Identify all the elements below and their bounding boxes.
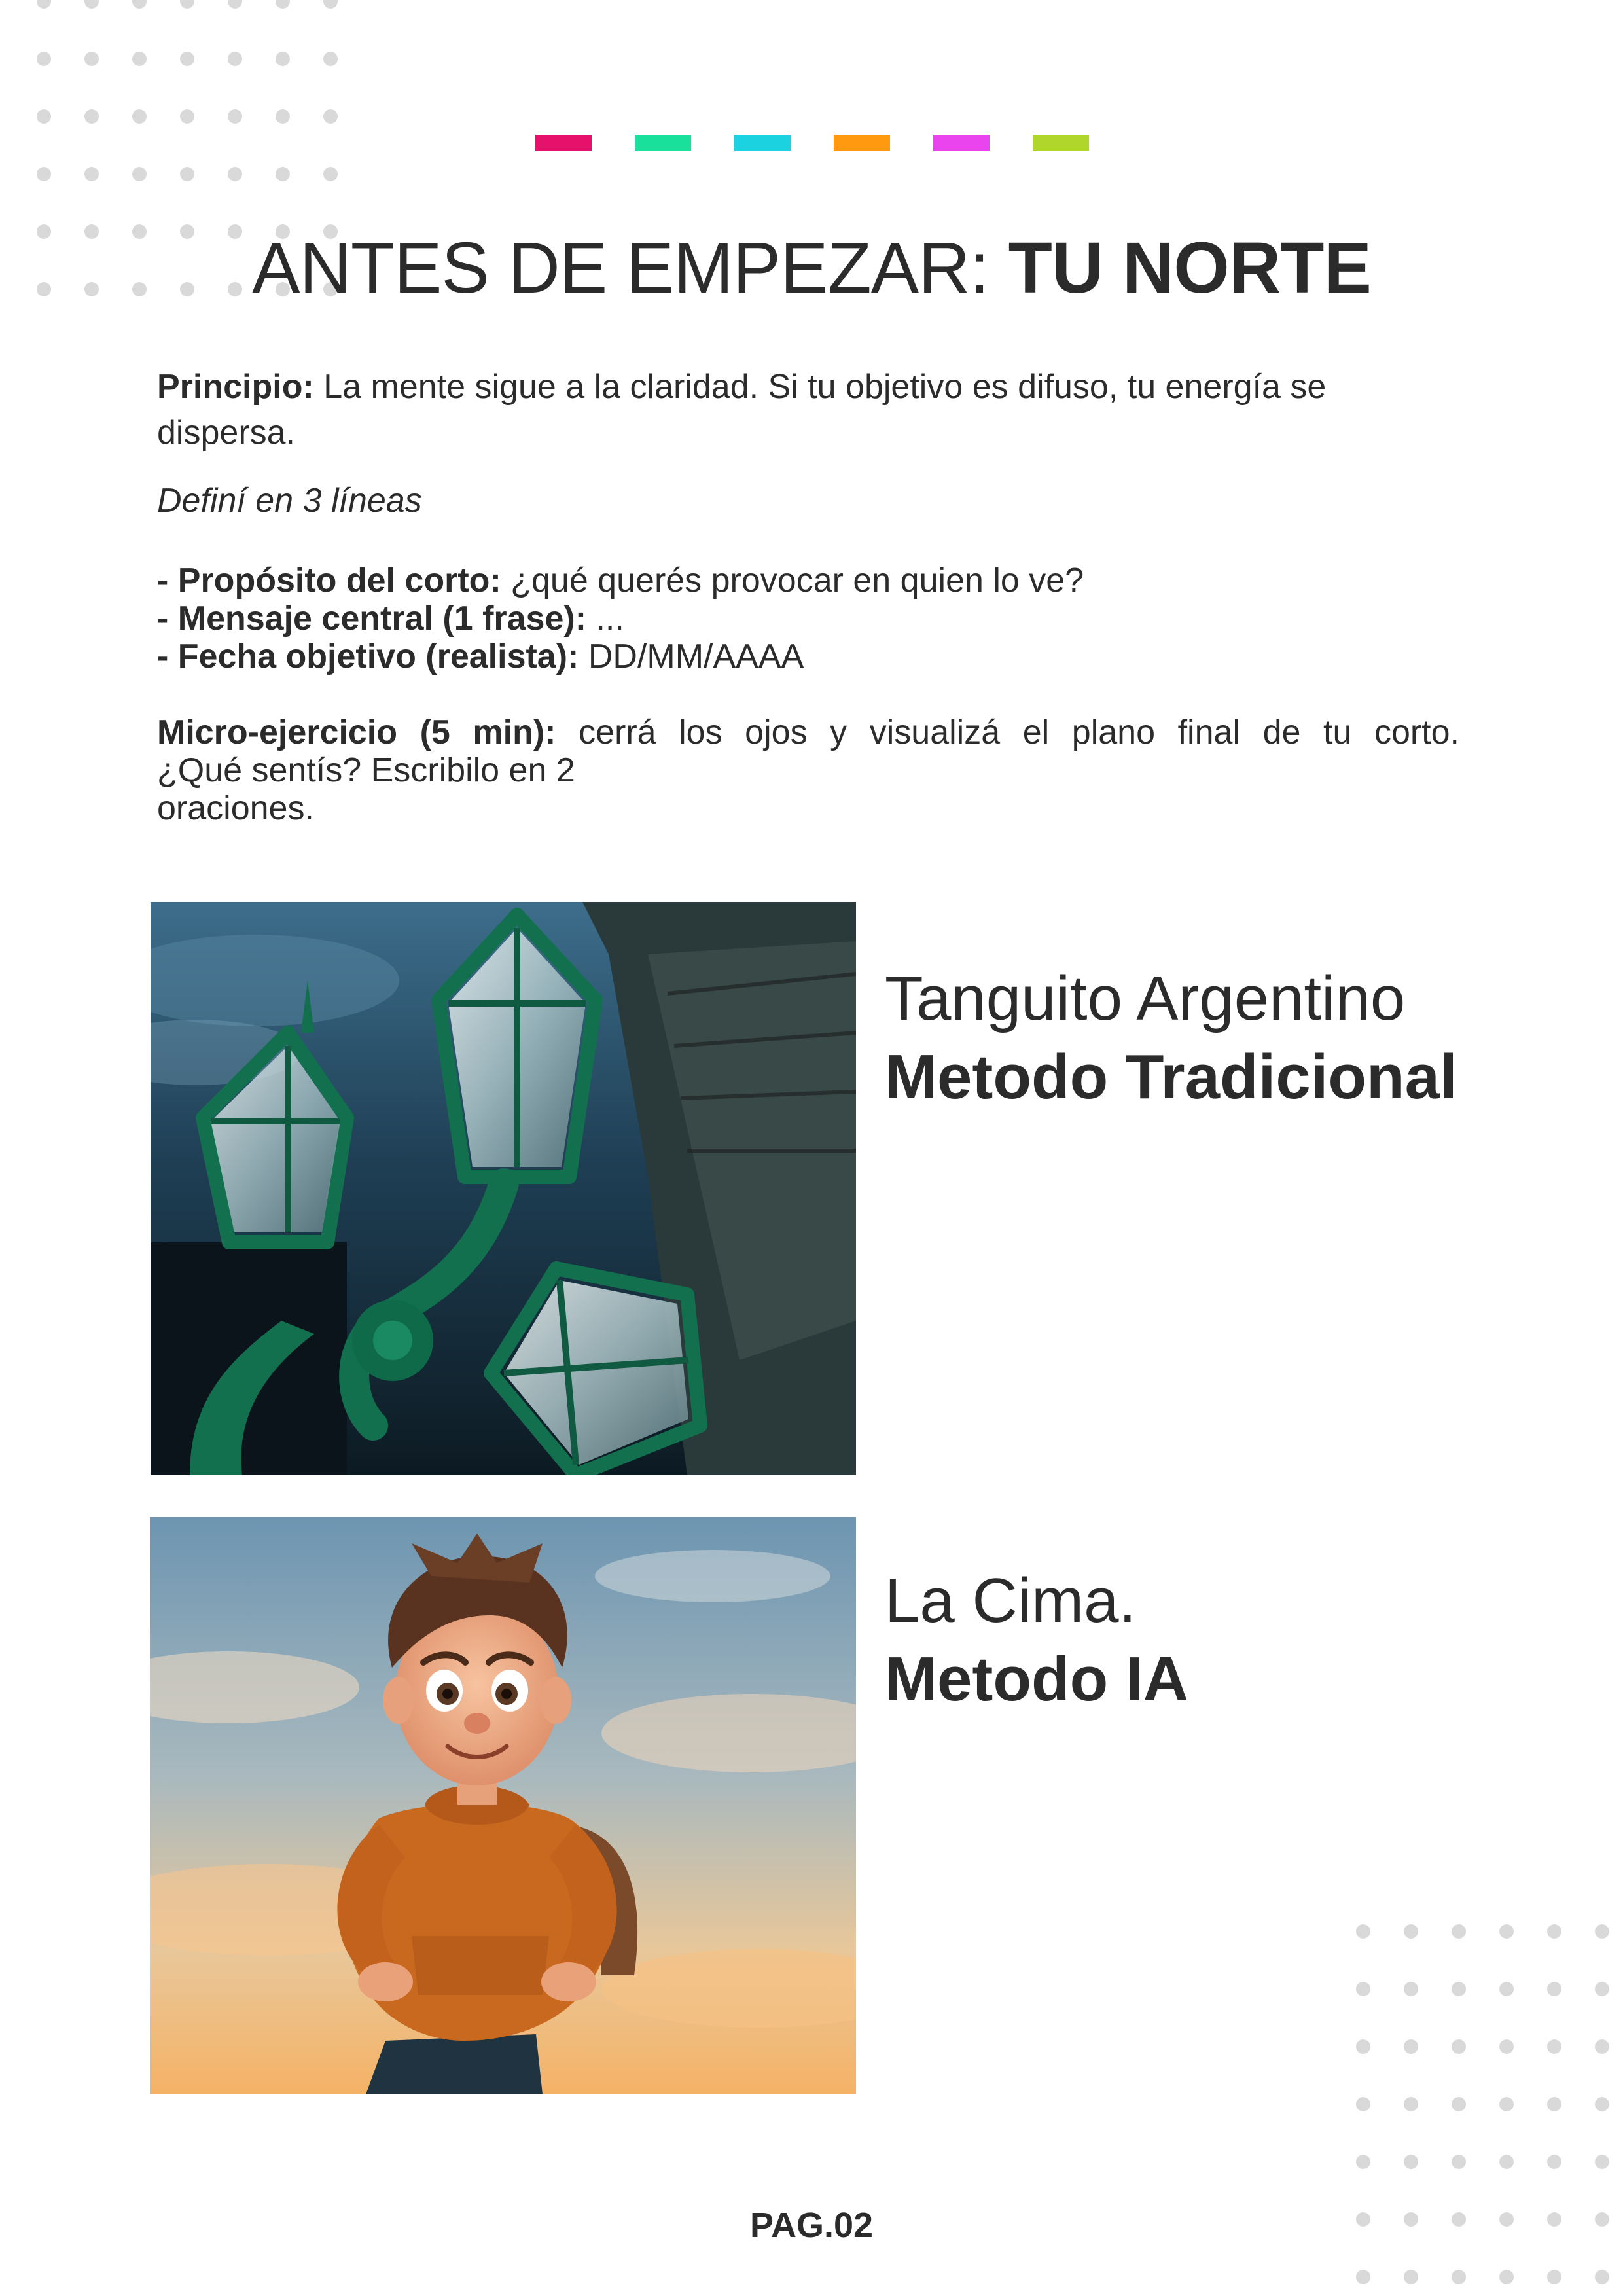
list-item-label: - Mensaje central (1 frase): xyxy=(157,600,587,637)
card-caption-tanguito xyxy=(885,960,1457,1117)
micro-line-3: oraciones. xyxy=(157,789,314,827)
stripe-1 xyxy=(535,135,592,151)
card-subtitle: Metodo IA xyxy=(885,1644,1188,1714)
list-item xyxy=(157,637,1459,675)
card-caption-la-cima xyxy=(885,1562,1188,1719)
title-light: ANTES DE EMPEZAR: xyxy=(252,228,1008,308)
micro-line-2: ¿Qué sentís? Escribilo en 2 xyxy=(157,751,575,789)
micro-label: Micro-ejercicio (5 min): xyxy=(157,713,556,751)
micro-line-1 xyxy=(157,713,1459,751)
list-item-text: ¿qué querés provocar en quien lo ve? xyxy=(501,562,1084,600)
stripe-4 xyxy=(834,135,890,151)
definition-list xyxy=(157,562,1459,675)
lantern-photo xyxy=(151,902,856,1475)
card-title: La Cima. xyxy=(885,1566,1137,1636)
list-item-label: - Fecha objetivo (realista): xyxy=(157,637,579,675)
principio-text: La mente sigue a la claridad. Si tu objetivo es difuso, tu energía se dispersa. xyxy=(157,368,1327,452)
title-bold: TU NORTE xyxy=(1008,228,1371,308)
micro-exercise-paragraph xyxy=(157,713,1459,827)
list-item xyxy=(157,600,1459,637)
boy-character-image xyxy=(150,1517,856,2094)
color-stripes xyxy=(535,135,1089,151)
stripe-3 xyxy=(734,135,791,151)
page-number: PAG.02 xyxy=(749,2206,874,2245)
list-item xyxy=(157,562,1459,600)
principio-label: Principio: xyxy=(157,368,314,406)
stripe-2 xyxy=(635,135,691,151)
stripe-6 xyxy=(1033,135,1089,151)
list-item-text: DD/MM/AAAA xyxy=(579,637,804,675)
card-title: Tanguito Argentino xyxy=(885,963,1406,1033)
card-subtitle: Metodo Tradicional xyxy=(885,1042,1457,1112)
micro-text: cerrá los ojos y visualizá el plano final de tu corto. xyxy=(556,713,1459,751)
list-item-text: ... xyxy=(586,600,624,637)
principio-paragraph xyxy=(157,364,1459,456)
stripe-5 xyxy=(933,135,990,151)
page-title xyxy=(0,223,1623,314)
instruction-text: Definí en 3 líneas xyxy=(157,482,422,520)
list-item-label: - Propósito del corto: xyxy=(157,562,501,600)
